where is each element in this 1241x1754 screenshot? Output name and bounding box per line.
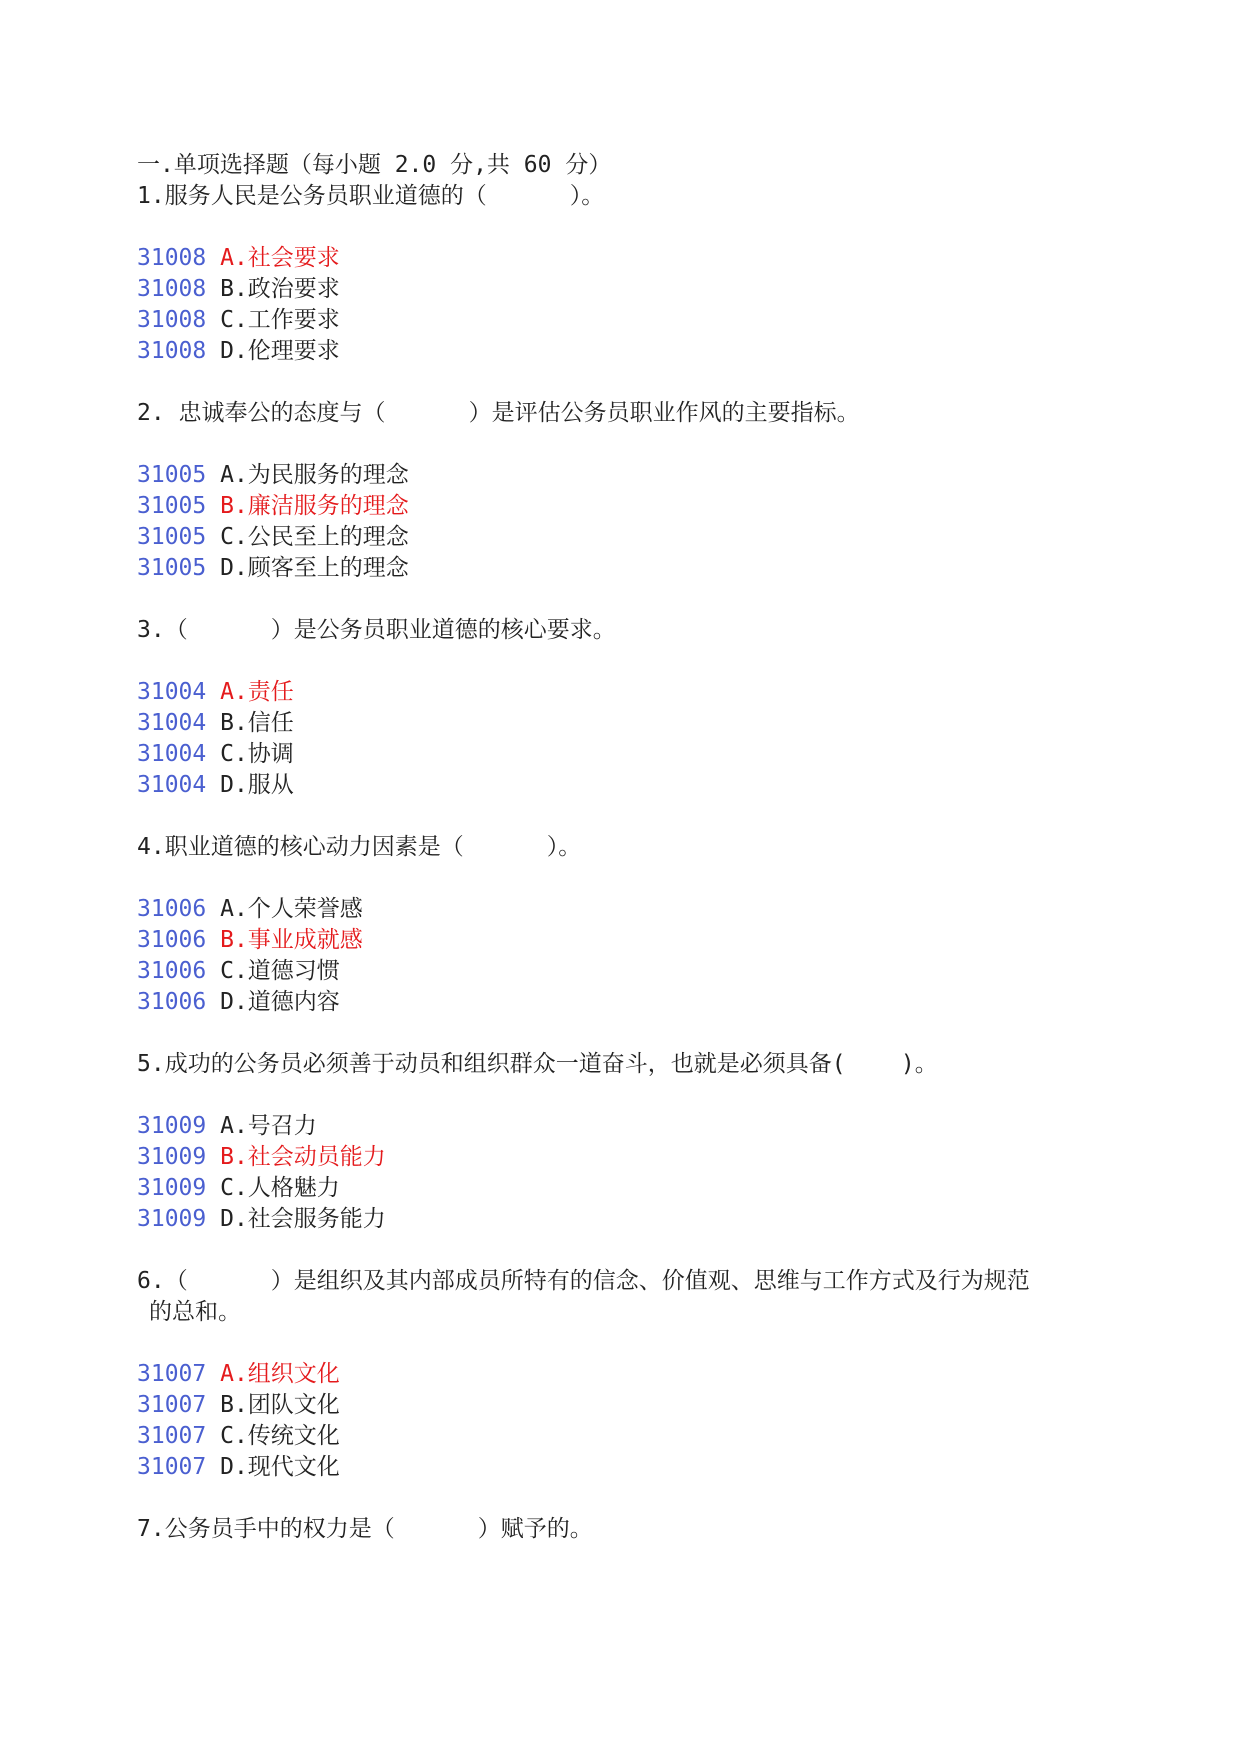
option-code: 31007 — [137, 1423, 207, 1449]
option-b — [137, 274, 1117, 305]
option-c — [137, 956, 1117, 987]
option-text: B.事业成就感 — [220, 927, 363, 953]
section-title: 一.单项选择题（每小题 2.0 分,共 60 分） — [137, 152, 612, 178]
option-text: C.道德习惯 — [220, 958, 340, 984]
question-text: 4.职业道德的核心动力因素是（ ）。 — [137, 834, 582, 860]
option-text: D.道德内容 — [220, 989, 340, 1015]
question-text: 5.成功的公务员必须善于动员和组织群众一道奋斗，也就是必须具备( )。 — [137, 1051, 938, 1077]
option-code: 31008 — [137, 307, 207, 333]
option-c — [137, 522, 1117, 553]
option-code: 31009 — [137, 1175, 207, 1201]
option-code: 31009 — [137, 1144, 207, 1170]
question-5 — [137, 1049, 1117, 1235]
option-a — [137, 243, 1117, 274]
option-code: 31006 — [137, 958, 207, 984]
option-code: 31008 — [137, 338, 207, 364]
option-c — [137, 305, 1117, 336]
option-text: C.传统文化 — [220, 1423, 340, 1449]
option-a — [137, 1111, 1117, 1142]
question-text-line-2: 的总和。 — [149, 1299, 241, 1325]
option-d — [137, 336, 1117, 367]
option-code: 31009 — [137, 1113, 207, 1139]
option-text: D.顾客至上的理念 — [220, 555, 409, 581]
option-text: B.信任 — [220, 710, 294, 736]
option-b — [137, 491, 1117, 522]
options-list — [137, 1359, 1117, 1483]
option-text: B.廉洁服务的理念 — [220, 493, 409, 519]
option-code: 31005 — [137, 462, 207, 488]
option-text: C.协调 — [220, 741, 294, 767]
option-code: 31005 — [137, 555, 207, 581]
option-c — [137, 1173, 1117, 1204]
option-c — [137, 739, 1117, 770]
option-text: D.社会服务能力 — [220, 1206, 386, 1232]
options-list — [137, 677, 1117, 801]
option-text: A.为民服务的理念 — [220, 462, 409, 488]
exam-page — [137, 150, 1117, 1545]
option-code: 31004 — [137, 741, 207, 767]
question-text: 7.公务员手中的权力是（ ）赋予的。 — [137, 1516, 593, 1542]
option-code: 31006 — [137, 989, 207, 1015]
option-code: 31007 — [137, 1361, 207, 1387]
option-text: A.组织文化 — [220, 1361, 340, 1387]
option-code: 31007 — [137, 1454, 207, 1480]
option-text: D.服从 — [220, 772, 294, 798]
option-d — [137, 987, 1117, 1018]
question-text: 1.服务人民是公务员职业道德的（ ）。 — [137, 183, 605, 209]
options-list — [137, 460, 1117, 584]
question-4 — [137, 832, 1117, 1018]
option-a — [137, 460, 1117, 491]
option-a — [137, 677, 1117, 708]
option-code: 31009 — [137, 1206, 207, 1232]
option-text: D.现代文化 — [220, 1454, 340, 1480]
option-code: 31004 — [137, 710, 207, 736]
question-3 — [137, 615, 1117, 801]
option-text: C.工作要求 — [220, 307, 340, 333]
option-text: B.政治要求 — [220, 276, 340, 302]
option-text: B.团队文化 — [220, 1392, 340, 1418]
question-7 — [137, 1514, 1117, 1545]
question-6 — [137, 1266, 1117, 1483]
option-code: 31005 — [137, 493, 207, 519]
option-text: C.公民至上的理念 — [220, 524, 409, 550]
options-list — [137, 243, 1117, 367]
option-text: C.人格魅力 — [220, 1175, 340, 1201]
option-b — [137, 1142, 1117, 1173]
options-list — [137, 1111, 1117, 1235]
option-a — [137, 1359, 1117, 1390]
question-text: 3.（ ）是公务员职业道德的核心要求。 — [137, 617, 616, 643]
option-code: 31008 — [137, 276, 207, 302]
option-a — [137, 894, 1117, 925]
question-2 — [137, 398, 1117, 584]
option-code: 31005 — [137, 524, 207, 550]
option-code: 31006 — [137, 927, 207, 953]
option-b — [137, 925, 1117, 956]
question-1 — [137, 181, 1117, 367]
option-code: 31004 — [137, 679, 207, 705]
option-d — [137, 1204, 1117, 1235]
option-text: A.号召力 — [220, 1113, 317, 1139]
option-text: D.伦理要求 — [220, 338, 340, 364]
option-d — [137, 770, 1117, 801]
question-text: 2. 忠诚奉公的态度与（ ）是评估公务员职业作风的主要指标。 — [137, 400, 860, 426]
options-list — [137, 894, 1117, 1018]
option-b — [137, 708, 1117, 739]
question-text-line-1: 6.（ ）是组织及其内部成员所特有的信念、价值观、思维与工作方式及行为规范 — [137, 1268, 1030, 1294]
option-code: 31008 — [137, 245, 207, 271]
option-text: A.个人荣誉感 — [220, 896, 363, 922]
option-code: 31007 — [137, 1392, 207, 1418]
option-code: 31004 — [137, 772, 207, 798]
option-c — [137, 1421, 1117, 1452]
option-text: A.责任 — [220, 679, 294, 705]
option-text: B.社会动员能力 — [220, 1144, 386, 1170]
option-d — [137, 1452, 1117, 1483]
option-b — [137, 1390, 1117, 1421]
option-d — [137, 553, 1117, 584]
option-text: A.社会要求 — [220, 245, 340, 271]
option-code: 31006 — [137, 896, 207, 922]
